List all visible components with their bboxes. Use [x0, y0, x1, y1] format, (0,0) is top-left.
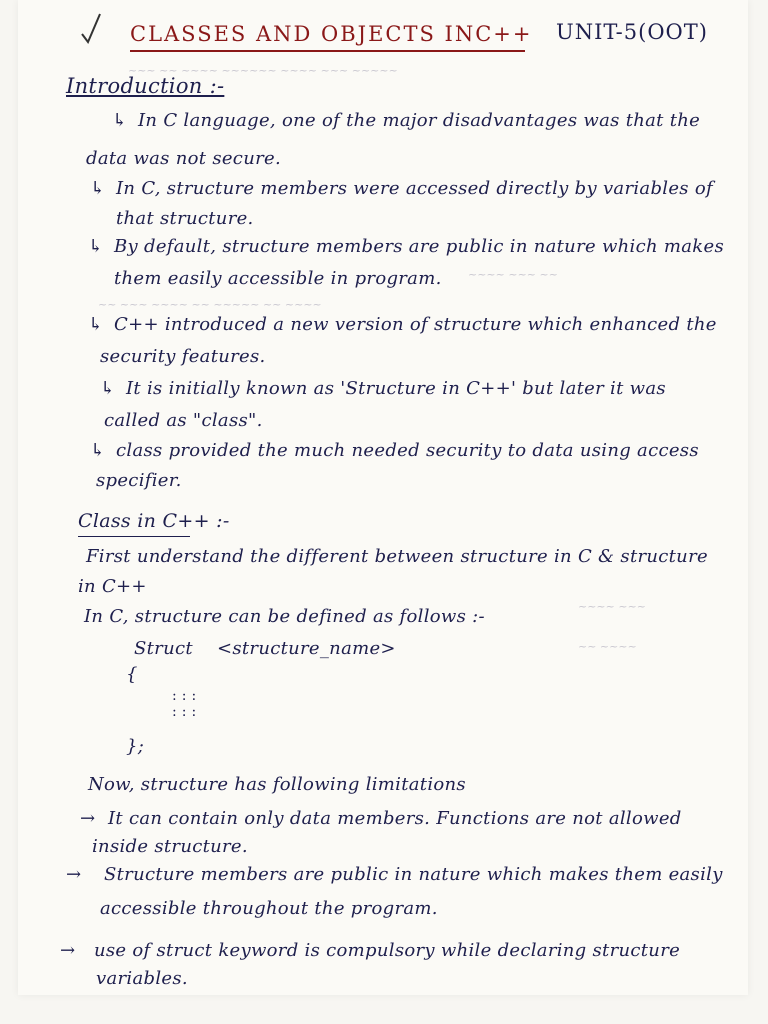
check-mark-icon	[80, 12, 102, 46]
class-para-2: In C, structure can be defined as follows :-	[84, 606, 485, 627]
intro-bullet-5-line-2: called as "class".	[104, 410, 263, 431]
code-struct-line: Struct <structure_name>	[134, 638, 396, 659]
bullet-arrow-icon: ↳	[88, 236, 104, 257]
bleed-through-mark: ~~ ~~~~	[578, 640, 637, 653]
intro-bullet-1-line-2: data was not secure.	[86, 148, 281, 169]
bullet-arrow-icon: ↳	[90, 440, 106, 461]
intro-bullet-5-line-1: It is initially known as 'Structure in C++' but later it was	[126, 378, 666, 399]
class-para-1-line-2: in C++	[78, 576, 147, 597]
intro-bullet-6-line-2: specifier.	[96, 470, 182, 491]
bleed-through-mark: ~~~~ ~~~	[578, 600, 647, 613]
page-title: CLASSES AND OBJECTS INC++	[130, 22, 533, 46]
section-underline	[78, 536, 190, 537]
class-para-1-line-1: First understand the different between structure in C & structure	[86, 546, 708, 567]
intro-bullet-3-line-2: them easily accessible in program.	[114, 268, 442, 289]
class-para-3: Now, structure has following limitations	[88, 774, 466, 795]
bleed-through-mark: ~~~ ~~ ~~~~ ~~~~~~ ~~~~ ~~~ ~~~~~	[128, 64, 398, 77]
intro-bullet-1-line-1: In C language, one of the major disadvantages was that the	[138, 110, 701, 131]
limitation-1-line-1: It can contain only data members. Functions are not allowed	[108, 808, 682, 829]
intro-bullet-3-line-1: By default, structure members are public in nature which makes	[114, 236, 725, 257]
code-open-brace: {	[126, 664, 138, 685]
intro-bullet-4-line-2: security features.	[100, 346, 266, 367]
bullet-arrow-icon: ↳	[90, 178, 106, 199]
code-dots-1: : : :	[172, 688, 197, 704]
arrow-right-icon: →	[60, 940, 76, 961]
bullet-arrow-icon: ↳	[88, 314, 104, 335]
limitation-3-line-2: variables.	[96, 968, 188, 989]
bleed-through-mark: ~~~~ ~~~ ~~	[468, 268, 558, 281]
bleed-through-mark: ~~ ~~~ ~~~~ ~~ ~~~~~ ~~ ~~~~	[98, 298, 322, 311]
title-underline	[130, 50, 525, 52]
intro-bullet-2-line-1: In C, structure members were accessed directly by variables of	[116, 178, 713, 199]
limitation-2-line-1: Structure members are public in nature which makes them easily	[104, 864, 723, 885]
intro-bullet-4-line-1: C++ introduced a new version of structure which enhanced the	[114, 314, 717, 335]
intro-bullet-2-line-2: that structure.	[116, 208, 254, 229]
limitation-2-line-2: accessible throughout the program.	[100, 898, 438, 919]
code-close-brace: };	[126, 736, 145, 757]
class-section-heading: Class in C++ :-	[78, 510, 230, 532]
arrow-right-icon: →	[80, 808, 96, 829]
limitation-1-line-2: inside structure.	[92, 836, 248, 857]
bullet-arrow-icon: ↳	[112, 110, 128, 131]
intro-heading: Introduction :-	[66, 74, 225, 98]
code-dots-2: : : :	[172, 704, 197, 720]
unit-label: UNIT-5(OOT)	[556, 20, 708, 44]
arrow-right-icon: →	[66, 864, 82, 885]
intro-bullet-6-line-1: class provided the much needed security to data using access	[116, 440, 699, 461]
bullet-arrow-icon: ↳	[100, 378, 116, 399]
limitation-3-line-1: use of struct keyword is compulsory while declaring structure	[94, 940, 681, 961]
